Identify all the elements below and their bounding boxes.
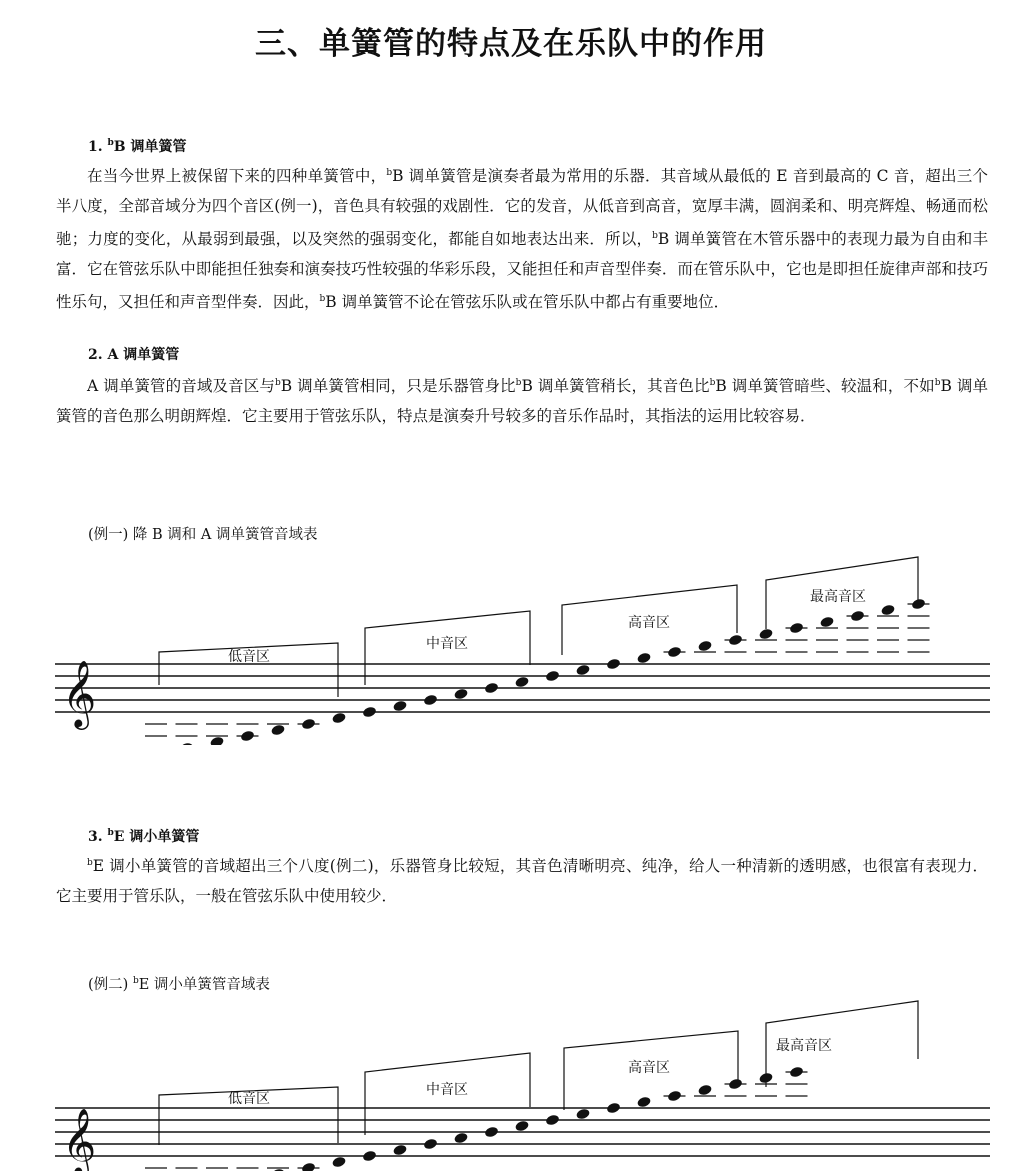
note-head [545, 1114, 560, 1127]
note-head [331, 1156, 346, 1169]
register-label-highest: 最高音区 [776, 1038, 832, 1054]
note-head [880, 604, 895, 617]
note-head [697, 1084, 712, 1097]
note-head [575, 1108, 590, 1121]
note-head [758, 628, 773, 641]
note-head [331, 712, 346, 725]
note-head [819, 616, 834, 629]
section-1-paragraph: 在当今世界上被保留下来的四种单簧管中，$^b$B 调单簧管是演奏者最为常用的乐器．其音域从最低的 E 音到最高的 C 音，超出三个半八度，全部音域分为四个音区(例一)，音色具有较强的戏剧性．它的发音，从低音到高音，宽厚丰满，圆润柔和、明亮辉煌、畅通而松驰；力度的变化，从最弱到最强，以及突然的强弱变化，都能自如地表达出来．所以，$^b$B 调单簧管在木管乐器中的表现力最为自由和丰富．它在管弦乐队中即能担任独奏和演奏技巧性较强的华彩乐段，又能担任和声音型伴奏．而在管乐队中，它也是即担任旋律声部和技巧性乐句，又担任和声音型伴奏．因此，$^b$B 调单簧管不论在管弦乐队或在管乐队中都占有重要地位． [56, 167, 988, 311]
register-label-middle: 中音区 [426, 636, 468, 652]
example-2-caption: (例二) $^b$E 调小单簧管音域表 [88, 976, 270, 993]
note-head [423, 694, 438, 707]
section-3-heading: 3. $^b$E 调小单簧管 [88, 828, 200, 845]
note-head [636, 652, 651, 665]
note-head [545, 670, 560, 683]
note-head [484, 682, 499, 695]
note-head [179, 742, 194, 745]
note-head [514, 676, 529, 689]
note-head [362, 706, 377, 719]
note-head [453, 1132, 468, 1145]
section-2-heading: 2. A 调单簧管 [88, 347, 180, 363]
note-head [697, 640, 712, 653]
section-3-paragraph: $^b$E 调小单簧管的音域超出三个八度(例二)，乐器管身比较短，其音色清晰明亮、纯净，给人一种清新的透明感，也很富有表现力．它主要用于管乐队，一般在管弦乐队中使用较少． [56, 857, 988, 905]
notes [145, 1066, 808, 1171]
section-1-heading: 1. $^b$B 调单簧管 [88, 138, 187, 155]
treble-clef-icon: 𝄞 [62, 659, 97, 727]
treble-clef-icon: 𝄞 [62, 1107, 97, 1171]
note-head [514, 1120, 529, 1133]
staff-lines [55, 664, 990, 712]
notes [145, 598, 930, 745]
staff-lines [55, 1108, 990, 1156]
note-head [392, 700, 407, 713]
note-head [270, 724, 285, 737]
register-label-high: 高音区 [628, 615, 670, 631]
note-head [423, 1138, 438, 1151]
example-1-staff [0, 545, 1022, 749]
register-label-highest: 最高音区 [810, 589, 866, 605]
note-head [209, 736, 224, 745]
section-2-paragraph: A 调单簧管的音域及音区与$^b$B 调单簧管相同，只是乐器管身比$^b$B 调单簧管稍长，其音色比$^b$B 调单簧管暗些、较温和，不如$^b$B 调单簧管的音色那么明朗辉煌．它主要用于管弦乐队，特点是演奏升号较多的音乐作品时，其指法的运用比较容易． [56, 377, 989, 425]
note-head [453, 688, 468, 701]
note-head [575, 664, 590, 677]
register-label-middle: 中音区 [426, 1082, 468, 1098]
note-head [362, 1150, 377, 1163]
page-title: 三、单簧管的特点及在乐队中的作用 [255, 26, 767, 62]
note-head [301, 1162, 316, 1171]
note-head [392, 1144, 407, 1157]
note-head [636, 1096, 651, 1109]
register-label-low: 低音区 [228, 649, 270, 665]
register-label-high: 高音区 [628, 1060, 670, 1076]
note-head [758, 1072, 773, 1085]
note-head [484, 1126, 499, 1139]
example-2-staff [0, 995, 1022, 1175]
note-head [606, 1102, 621, 1115]
example-1-caption: (例一) 降 B 调和 A 调单簧管音域表 [88, 527, 318, 543]
register-brackets [159, 1001, 918, 1145]
register-label-low: 低音区 [228, 1091, 270, 1107]
note-head [606, 658, 621, 671]
